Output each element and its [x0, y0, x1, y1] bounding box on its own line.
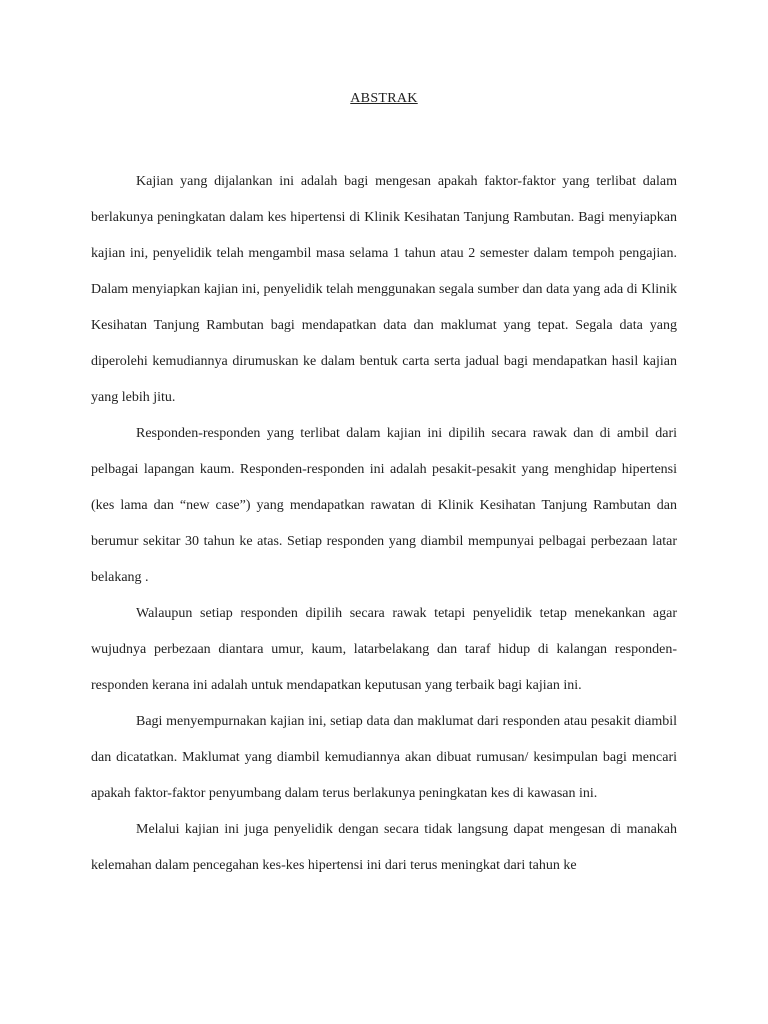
- abstract-body: [91, 164, 677, 884]
- paragraph-3: Walaupun setiap responden dipilih secara rawak tetapi penyelidik tetap menekankan agar wujudnya perbezaan diantara umur, kaum, latarbelakang dan taraf hidup di kalangan responden-responden kerana ini adalah untuk mendapatkan keputusan yang terbaik bagi kajian ini.: [91, 606, 677, 693]
- paragraph-5: Melalui kajian ini juga penyelidik dengan secara tidak langsung dapat mengesan di manakah kelemahan dalam pencegahan kes-kes hipertensi ini dari terus meningkat dari tahun ke: [91, 822, 677, 873]
- page-title: ABSTRAK: [350, 91, 418, 106]
- paragraph-1: Kajian yang dijalankan ini adalah bagi mengesan apakah faktor-faktor yang terlibat dalam berlakunya peningkatan dalam kes hipertensi di Klinik Kesihatan Tanjung Rambutan. Bagi menyiapkan kajian ini, penyelidik telah mengambil masa selama 1 tahun atau 2 semester dalam tempoh pengajian. Dalam menyiapkan kajian ini, penyelidik telah menggunakan segala sumber dan data yang ada di Klinik Kesihatan Tanjung Rambutan bagi mendapatkan data dan maklumat yang tepat. Segala data yang diperolehi kemudiannya dirumuskan ke dalam bentuk carta serta jadual bagi mendapatkan hasil kajian yang lebih jitu.: [91, 174, 677, 405]
- paragraph-4: Bagi menyempurnakan kajian ini, setiap data dan maklumat dari responden atau pesakit diambil dan dicatatkan. Maklumat yang diambil kemudiannya akan dibuat rumusan/ kesimpulan bagi mencari apakah faktor-faktor penyumbang dalam terus berlakunya peningkatan kes di kawasan ini.: [91, 714, 677, 801]
- paragraph-2: Responden-responden yang terlibat dalam kajian ini dipilih secara rawak dan di ambil dari pelbagai lapangan kaum. Responden-responden ini adalah pesakit-pesakit yang menghidap hipertensi (kes lama dan “new case”) yang mendapatkan rawatan di Klinik Kesihatan Tanjung Rambutan dan berumur sekitar 30 tahun ke atas. Setiap responden yang diambil mempunyai pelbagai perbezaan latar belakang .: [91, 426, 677, 585]
